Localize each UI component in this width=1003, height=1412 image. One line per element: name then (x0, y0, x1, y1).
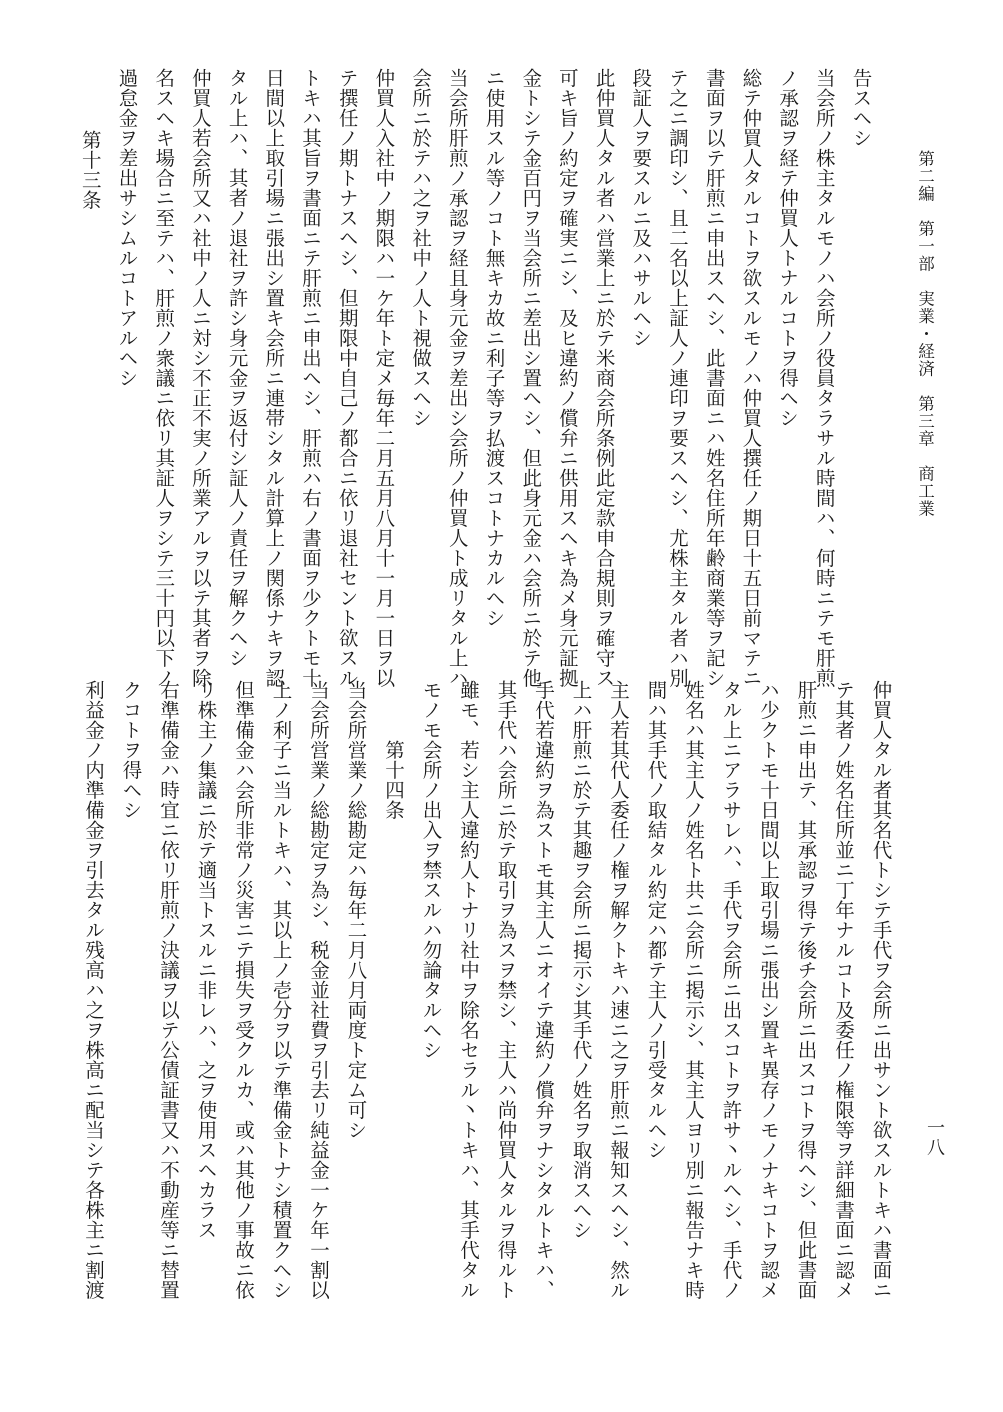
upper-column-5: 書面ヲ以テ肝煎ニ申出スヘシ、此書面ニハ姓名住所年齢商業等ヲ記シ (702, 68, 726, 688)
lower-column-14: 第十四条 (382, 740, 405, 820)
lower-column-3: 肝煎ニ申出テ、其承認ヲ得テ後チ会所ニ出スコトヲ得ヘシ、但此書面 (794, 680, 818, 1300)
lower-column-6: 姓名ハ其主人ノ姓名ト共ニ会所ニ掲示シ、其主人ヨリ別ニ報告ナキ時 (682, 680, 705, 1300)
upper-column-13: 会所ニ於テハ之ヲ社中ノ人ト視做スヘシ (409, 68, 433, 428)
lower-column-9: 上ハ肝煎ニ於テ其趣ヲ会所ニ掲示シ其手代ノ姓名ヲ取消スヘシ (569, 680, 593, 1240)
upper-column-18: タル上ハ、其者ノ退社ヲ許シ身元金ヲ返付シ証人ノ責任ヲ解クヘシ (225, 68, 249, 668)
lower-column-19: リ株主ノ集議ニ於テ適当トスルニ非レハ、之ヲ使用スヘカラス (194, 680, 218, 1240)
upper-column-12: 当会所肝煎ノ承認ヲ経且身元金ヲ差出シ会所ノ仲買人ト成リタル上ハ (445, 68, 469, 688)
upper-column-1: 告スヘシ (849, 68, 873, 148)
lower-column-1: 仲買人タル者其名代トシテ手代ヲ会所ニ出サント欲スルトキハ書面ニ (869, 680, 893, 1300)
upper-column-17: 日間以上取引場ニ張出シ置キ会所ニ連帯シタル計算上ノ関係ナキヲ認 (262, 68, 286, 688)
lower-column-12: 雖モ、若シ主人違約人トナリ社中ヲ除名セラル丶トキハ、其手代タル (457, 680, 480, 1300)
lower-column-18: 但準備金ハ会所非常ノ災害ニテ損失ヲ受クルカ、或ハ其他ノ事故ニ依 (232, 680, 255, 1300)
upper-column-6: テ之ニ調印シ、且二名以上証人ノ連印ヲ要スヘシ、尤株主タル者ハ別 (666, 68, 689, 688)
upper-column-14: 仲買人入社中ノ期限ハ一ケ年ト定メ毎年二月五月八月十一月一日ヲ以 (372, 68, 396, 688)
lower-column-13: モノモ会所ノ出入ヲ禁スルハ勿論タルヘシ (419, 680, 443, 1060)
running-header: 第二編 第一部 実業・経済 第三章 商工業 (915, 150, 935, 518)
lower-column-2: テ其者ノ姓名住所並ニ丁年ナルコト及委任ノ権限等ヲ詳細書面ニ認メ (832, 680, 855, 1300)
upper-column-4: 総テ仲買人タルコトヲ欲スルモノハ仲買人撰任ノ期日十五日前マテニ (739, 68, 763, 688)
lower-column-16: 当会所営業ノ総勘定ヲ為シ、税金並社費ヲ引去リ純益金一ケ年一割以 (307, 680, 330, 1300)
lower-column-17: 上ノ利子ニ当ルトキハ、其以上ノ壱分ヲ以テ準備金トナシ積置クヘシ (269, 680, 293, 1300)
lower-column-20: 右準備金ハ時宜ニ依リ肝煎ノ決議ヲ以テ公債証書又ハ不動産等ニ替置 (157, 680, 180, 1300)
upper-column-20: 名スヘキ場合ニ至テハ、肝煎ノ衆議ニ依リ其証人ヲシテ三十円以下ノ (152, 68, 176, 688)
lower-column-5: タル上ニアラサレハ、手代ヲ会所ニ出スコトヲ許サ丶ルヘシ、手代ノ (719, 680, 743, 1300)
lower-column-7: 間ハ其手代ノ取結タル約定ハ都テ主人ノ引受タルヘシ (644, 680, 668, 1160)
upper-column-7: 段証人ヲ要スルニ及ハサルヘシ (629, 68, 653, 348)
page-number: 一八 (924, 1118, 945, 1158)
upper-column-8: 此仲買人タル者ハ営業上ニ於テ米商会所条例此定款申合規則ヲ確守ス (592, 68, 616, 688)
upper-column-16: トキハ其旨ヲ書面ニテ肝煎ニ申出ヘシ、肝煎ハ右ノ書面ヲ少クトモ十 (299, 68, 322, 688)
upper-column-19: 仲買人若会所又ハ社中ノ人ニ対シ不正不実ノ所業アルヲ以テ其者ヲ除 (188, 68, 212, 688)
lower-column-8: 主人若其代人委任ノ権ヲ解クトキハ速ニ之ヲ肝煎ニ報知スヘシ、然ル (607, 680, 630, 1300)
upper-column-9: 可キ旨ノ約定ヲ確実ニシ、及ヒ違約ノ償弁ニ供用スヘキ為メ身元証拠 (555, 68, 579, 688)
upper-column-21: 過怠金ヲ差出サシムルコトアルヘシ (115, 68, 139, 388)
lower-column-11: 其手代ハ会所ニ於テ取引ヲ為スヲ禁シ、主人ハ尚仲買人タルヲ得ルト (494, 680, 518, 1300)
upper-column-3: ノ承認ヲ経テ仲買人トナルコトヲ得ヘシ (776, 68, 800, 428)
lower-column-21: クコトヲ得ヘシ (119, 680, 143, 820)
lower-column-22: 利益金ノ内準備金ヲ引去タル残高ハ之ヲ株高ニ配当シテ各株主ニ割渡 (82, 680, 105, 1300)
lower-column-15: 当会所営業ノ総勘定ハ毎年二月八月両度ト定ム可シ (344, 680, 368, 1140)
upper-column-10: 金トシテ金百円ヲ当会所ニ差出シ置ヘシ、但此身元金ハ会所ニ於テ他 (519, 68, 543, 688)
upper-column-22: 第十三条 (78, 130, 102, 210)
upper-column-11: ニ使用スル等ノコト無キカ故ニ利子等ヲ払渡スコトナカルヘシ (482, 68, 506, 628)
lower-column-10: 手代若違約ヲ為ストモ其主人ニオイテ違約ノ償弁ヲナシタルトキハ、 (532, 680, 555, 1300)
upper-column-15: テ撰任ノ期トナスヘシ、但期限中自己ノ都合ニ依リ退社セント欲スル (335, 68, 359, 688)
upper-column-2: 当会所ノ株主タルモノハ会所ノ役員タラサル時間ハ、何時ニテモ肝煎 (812, 68, 836, 688)
lower-column-4: ハ少クトモ十日間以上取引場ニ張出シ置キ異存ノモノナキコトヲ認メ (757, 680, 780, 1300)
